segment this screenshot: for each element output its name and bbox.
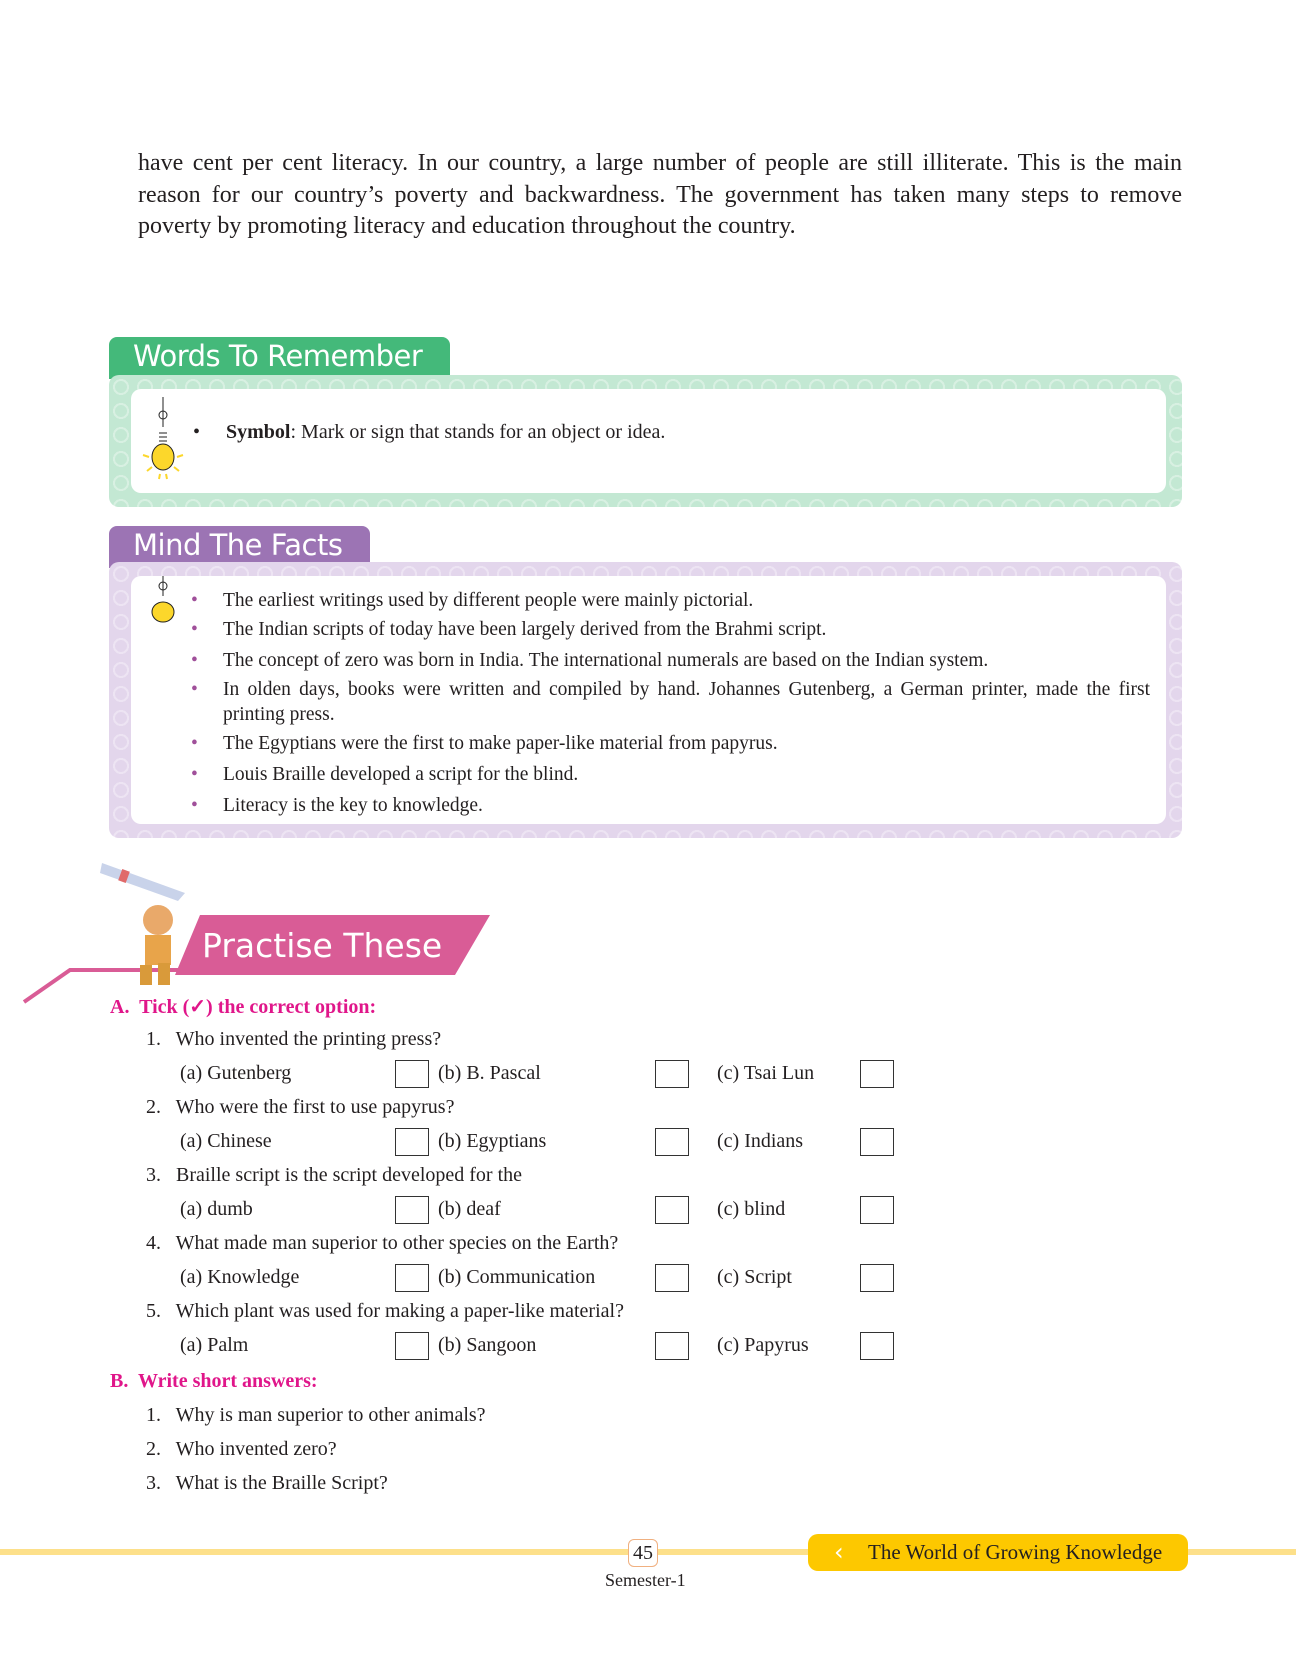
short-question: 1. Why is man superior to other animals? xyxy=(146,1404,486,1426)
question: 4. What made man superior to other species on the Earth? xyxy=(146,1232,619,1254)
book-title-badge[interactable]: ‹ The World of Growing Knowledge xyxy=(808,1534,1188,1571)
section-b-heading: B. Write short answers: xyxy=(110,1370,318,1392)
answer-checkbox[interactable] xyxy=(395,1128,429,1156)
child-with-airplane-illustration xyxy=(100,863,185,985)
words-panel xyxy=(109,375,1182,507)
answer-checkbox[interactable] xyxy=(655,1128,689,1156)
answer-checkbox[interactable] xyxy=(395,1196,429,1224)
option-label: (c) Papyrus xyxy=(717,1334,809,1356)
option-label: (a) Knowledge xyxy=(180,1266,300,1288)
fact-item: • Louis Braille developed a script for the blind. xyxy=(191,760,1150,789)
answer-checkbox[interactable] xyxy=(395,1060,429,1088)
answer-checkbox[interactable] xyxy=(860,1264,894,1292)
option-label: (a) Palm xyxy=(180,1334,249,1356)
lightbulb-icon xyxy=(141,397,185,487)
question: 2. Who were the first to use papyrus? xyxy=(146,1096,455,1118)
option-label: (c) Tsai Lun xyxy=(717,1062,815,1084)
option-label: (b) B. Pascal xyxy=(438,1062,541,1084)
answer-checkbox[interactable] xyxy=(395,1264,429,1292)
word-entry: • Symbol: Mark or sign that stands for an object or idea. xyxy=(193,421,666,443)
option-label: (a) Chinese xyxy=(180,1130,272,1152)
answer-checkbox[interactable] xyxy=(860,1332,894,1360)
page-number: 45 xyxy=(628,1539,658,1567)
section-a-heading: A. Tick (✓) the correct option: xyxy=(110,996,377,1018)
intro-paragraph: have cent per cent literacy. In our country, a large number of people are still illiterate. This is the main reason for our country’s poverty and backwardness. The government has taken many steps to remove poverty by promoting literacy and education throughout the country. xyxy=(138,150,1182,240)
words-to-remember-heading: Words To Remember xyxy=(109,337,450,379)
fact-item: • The earliest writings used by different people were mainly pictorial. xyxy=(191,586,1150,615)
short-question: 3. What is the Braille Script? xyxy=(146,1472,388,1494)
option-label: (a) dumb xyxy=(180,1198,253,1220)
question: 5. Which plant was used for making a paper-like material? xyxy=(146,1300,624,1322)
option-label: (c) Script xyxy=(717,1266,792,1288)
facts-list xyxy=(191,586,1150,822)
option-label: (b) Communication xyxy=(438,1266,596,1288)
lightbulb-icon xyxy=(141,576,185,636)
short-question: 2. Who invented zero? xyxy=(146,1438,337,1460)
answer-checkbox[interactable] xyxy=(860,1196,894,1224)
fact-item: • The Egyptians were the first to make paper-like material from papyrus. xyxy=(191,729,1150,758)
answer-checkbox[interactable] xyxy=(655,1060,689,1088)
option-label: (b) Egyptians xyxy=(438,1130,547,1152)
question: 1. Who invented the printing press? xyxy=(146,1028,442,1050)
answer-checkbox[interactable] xyxy=(655,1332,689,1360)
fact-item: • The concept of zero was born in India. The international numerals are based on the Indian system. xyxy=(191,646,1150,675)
option-label: (a) Gutenberg xyxy=(180,1062,292,1084)
answer-checkbox[interactable] xyxy=(655,1264,689,1292)
chevron-left-icon[interactable]: ‹ xyxy=(834,1538,844,1566)
mind-the-facts-heading: Mind The Facts xyxy=(109,526,370,568)
fact-item: • The Indian scripts of today have been largely derived from the Brahmi script. xyxy=(191,615,1150,644)
option-label: (b) Sangoon xyxy=(438,1334,537,1356)
option-label: (c) Indians xyxy=(717,1130,804,1152)
question: 3. Braille script is the script developed for the xyxy=(146,1164,523,1186)
answer-checkbox[interactable] xyxy=(395,1332,429,1360)
option-label: (b) deaf xyxy=(438,1198,501,1220)
answer-checkbox[interactable] xyxy=(860,1060,894,1088)
facts-panel xyxy=(109,562,1182,838)
answer-checkbox[interactable] xyxy=(860,1128,894,1156)
fact-item: • Literacy is the key to knowledge. xyxy=(191,791,1150,820)
fact-item: • In olden days, books were written and compiled by hand. Johannes Gutenberg, a German printer, made the first printing press. xyxy=(191,677,1150,727)
semester-label: Semester-1 xyxy=(605,1570,686,1590)
answer-checkbox[interactable] xyxy=(655,1196,689,1224)
option-label: (c) blind xyxy=(717,1198,786,1220)
practise-these-heading: Practise These xyxy=(202,926,443,965)
